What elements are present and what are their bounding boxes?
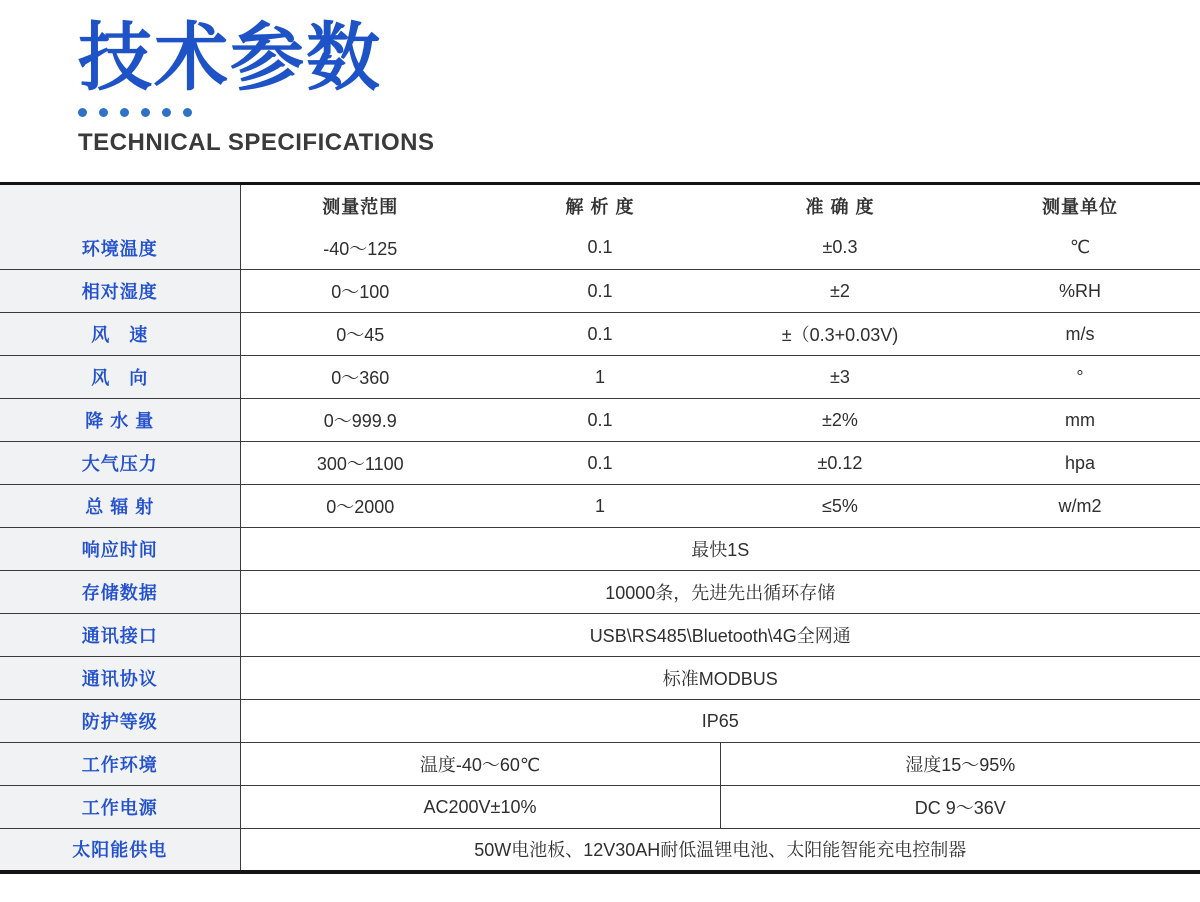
spec-cell: 最快1S — [691, 540, 750, 560]
spec-cell: ±3 — [830, 366, 850, 387]
page-title: 技术参数 — [78, 16, 382, 99]
spec-cell: 0～45 — [336, 325, 385, 345]
table-row — [0, 786, 1200, 829]
dot-icon — [120, 108, 129, 117]
spec-cell: ±2% — [822, 409, 858, 430]
row-label: 存储数据 — [0, 571, 240, 614]
row-label: 降 水 量 — [0, 399, 240, 442]
row-label: 工作环境 — [0, 743, 240, 786]
row-label: 工作电源 — [0, 786, 240, 829]
row-label: 通讯协议 — [0, 657, 240, 700]
table-row — [0, 829, 1200, 872]
table-row — [0, 743, 1200, 786]
spec-cell: 湿度15～95% — [905, 755, 1016, 775]
table-row — [0, 227, 1200, 270]
spec-cell: 0～2000 — [326, 497, 395, 517]
header-accuracy: 准 确 度 — [805, 196, 875, 217]
page-subtitle: TECHNICAL SPECIFICATIONS — [78, 129, 435, 156]
table-row — [0, 442, 1200, 485]
spec-cell: mm — [1065, 409, 1095, 430]
table-row — [0, 657, 1200, 700]
spec-cell: 标准MODBUS — [662, 669, 778, 689]
spec-cell: 0.1 — [587, 409, 613, 430]
spec-cell: 0～360 — [331, 368, 390, 388]
spec-cell: 0～100 — [331, 282, 390, 302]
header-empty-cell — [0, 184, 240, 227]
spec-cell: ±2 — [830, 280, 850, 301]
spec-cell: 50W电池板、12V30AH耐低温锂电池、太阳能智能充电控制器 — [474, 840, 967, 861]
spec-cell: ° — [1076, 366, 1084, 387]
spec-table-body — [0, 227, 1200, 872]
table-row — [0, 270, 1200, 313]
table-row — [0, 571, 1200, 614]
spec-cell: USB\RS485\Bluetooth\4G全网通 — [589, 626, 851, 646]
spec-cell: %RH — [1058, 280, 1101, 301]
row-label: 通讯接口 — [0, 614, 240, 657]
spec-cell: ±（0.3+0.03V) — [781, 325, 899, 345]
table-row — [0, 356, 1200, 399]
table-row — [0, 313, 1200, 356]
spec-cell: w/m2 — [1058, 495, 1102, 516]
spec-cell: hpa — [1064, 452, 1096, 473]
spec-cell: m/s — [1065, 323, 1095, 344]
page-header — [0, 0, 1200, 157]
spec-cell: ±0.12 — [817, 452, 863, 473]
row-label: 相对湿度 — [0, 270, 240, 313]
header-unit: 测量单位 — [1042, 196, 1118, 217]
table-row — [0, 614, 1200, 657]
row-label: 响应时间 — [0, 528, 240, 571]
row-label: 防护等级 — [0, 700, 240, 743]
spec-cell: -40～125 — [323, 238, 398, 259]
dot-icon — [141, 108, 150, 117]
spec-table — [0, 182, 1200, 874]
spec-cell: 0.1 — [587, 323, 613, 344]
spec-cell: 1 — [594, 495, 605, 516]
dot-icon — [99, 108, 108, 117]
spec-cell: 10000条，先进先出循环存储 — [605, 583, 836, 603]
spec-cell: 0.1 — [587, 452, 613, 473]
header-resolution: 解 析 度 — [565, 196, 635, 217]
table-row — [0, 485, 1200, 528]
header-measure-range: 测量范围 — [322, 196, 399, 217]
spec-cell: ℃ — [1069, 237, 1091, 258]
table-header-row — [0, 184, 1200, 227]
row-label: 总 辐 射 — [0, 485, 240, 528]
spec-cell: ≤5% — [822, 495, 858, 516]
row-label: 风 向 — [0, 356, 240, 399]
table-row — [0, 528, 1200, 571]
table-row — [0, 700, 1200, 743]
spec-cell: 300～1100 — [316, 454, 404, 474]
spec-cell: ±0.3 — [822, 237, 858, 258]
spec-cell: IP65 — [701, 710, 739, 731]
spec-cell: 0～999.9 — [323, 411, 397, 431]
spec-cell: 0.1 — [587, 237, 613, 258]
spec-cell: 温度-40～60℃ — [240, 743, 720, 786]
spec-cell: DC 9～36V — [914, 798, 1006, 818]
title-dots-decoration — [78, 107, 1200, 117]
dot-icon — [162, 108, 171, 117]
row-label: 大气压力 — [0, 442, 240, 485]
spec-cell: 0.1 — [587, 280, 613, 301]
dot-icon — [78, 108, 87, 117]
spec-cell: 1 — [594, 366, 605, 387]
row-label: 风 速 — [0, 313, 240, 356]
table-row — [0, 399, 1200, 442]
row-label: 太阳能供电 — [0, 829, 240, 872]
dot-icon — [183, 108, 192, 117]
row-label: 环境温度 — [0, 227, 240, 270]
spec-cell: AC200V±10% — [240, 786, 720, 829]
